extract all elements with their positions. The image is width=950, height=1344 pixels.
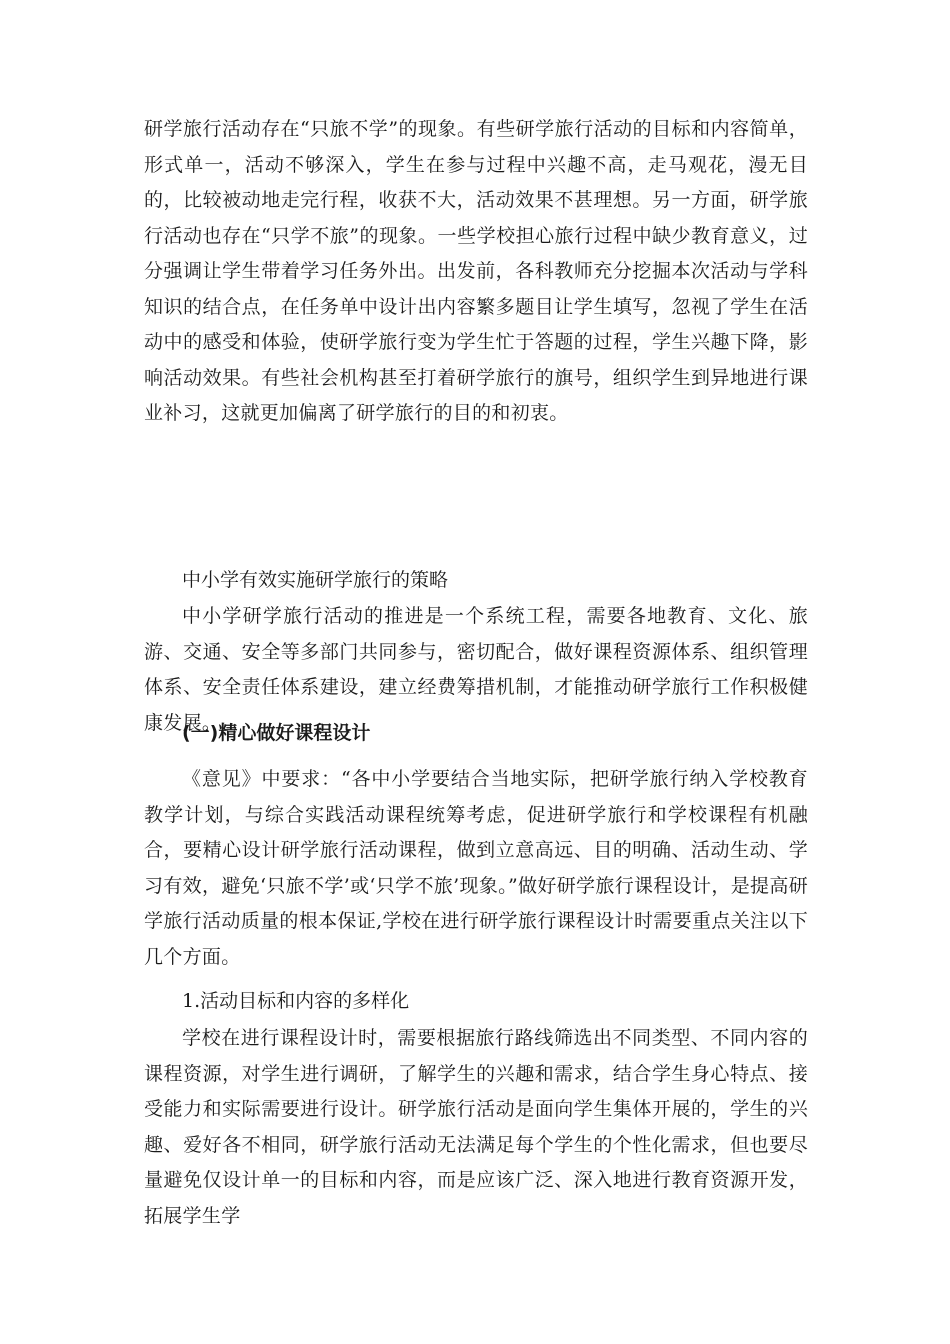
body-paragraph-4: 学校在进行课程设计时，需要根据旅行路线筛选出不同类型、不同内容的课程资源，对学生进行调研，了解学生的兴趣和需求，结合学生身心特点、接受能力和实际需要进行设计。研学旅行活动是面向学生集体开展的，学生的兴趣、爱好各不相同，研学旅行活动无法满足每个学生的个性化需求，但也要尽量避免仅设计单一的目标和内容，而是应该广泛、深入地进行教育资源开发，拓展学生学 [144, 1027, 808, 1227]
subsection-title: (一)精心做好课程设计 [182, 722, 371, 744]
body-paragraph-2: 中小学研学旅行活动的推进是一个系统工程，需要各地教育、文化、旅游、交通、安全等多部门共同参与，密切配合，做好课程资源体系、组织管理体系、安全责任体系建设，建立经费筹措机制，才能推动研学旅行工作积极健康发展。 [144, 605, 808, 734]
item-title: 1.活动目标和内容的多样化 [182, 990, 410, 1012]
section-title: 中小学有效实施研学旅行的策略 [182, 569, 449, 591]
body-paragraph-1: 研学旅行活动存在“只旅不学”的现象。有些研学旅行活动的目标和内容简单，形式单一，活动不够深入，学生在参与过程中兴趣不高，走马观花，漫无目的，比较被动地走完行程，收获不大，活动效果不甚理想。另一方面，研学旅行活动也存在“只学不旅”的现象。一些学校担心旅行过程中缺少教育意义，过分强调让学生带着学习任务外出。出发前，各科教师充分挖掘本次活动与学科知识的结合点，在任务单中设计出内容繁多题目让学生填写，忽视了学生在活动中的感受和体验，使研学旅行变为学生忙于答题的过程，学生兴趣下降，影响活动效果。有些社会机构甚至打着研学旅行的旗号，组织学生到异地进行课业补习，这就更加偏离了研学旅行的目的和初衷。 [144, 118, 808, 424]
body-paragraph-3: 《意见》中要求：“各中小学要结合当地实际，把研学旅行纳入学校教育教学计划，与综合实践活动课程统筹考虑，促进研学旅行和学校课程有机融合，要精心设计研学旅行活动课程，做到立意高远、目的明确、活动生动、学习有效，避免‘只旅不学’或‘只学不旅’现象。”做好研学旅行课程设计，是提高研学旅行活动质量的根本保证,学校在进行研学旅行课程设计时需要重点关注以下几个方面。 [144, 768, 808, 968]
